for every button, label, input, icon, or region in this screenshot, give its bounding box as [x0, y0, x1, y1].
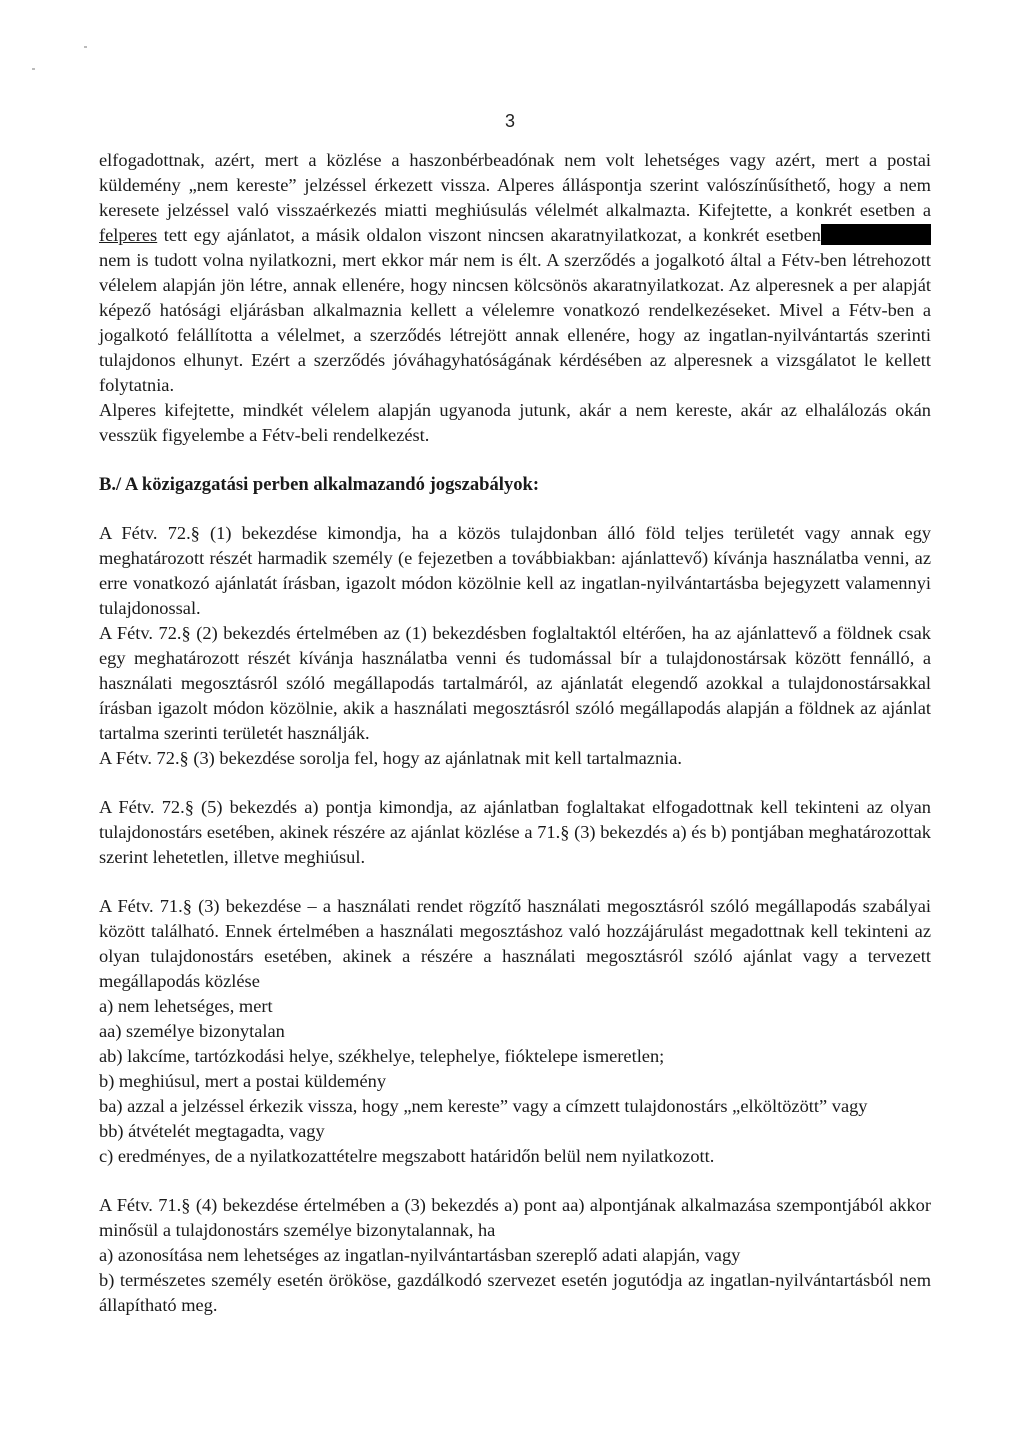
document-body	[99, 148, 931, 1318]
scan-speck	[32, 68, 35, 70]
underlined-word: felperes	[99, 225, 158, 245]
section-heading: B./ A közigazgatási perben alkalmazandó jogszabályok:	[99, 474, 540, 495]
list-item: b) meghiúsul, mert a postai küldemény	[99, 1071, 387, 1091]
paragraph-71-3: A Fétv. 71.§ (3) bekezdése – a használati rendet rögzítő használati megosztásról szóló megállapodás szabályai között található. Ennek értelmében a használati megosztáshoz való hozzájárulást megadottnak kell tekinteni az olyan tulajdonostárs esetében, akinek a részére a használati megosztásról szóló ajánlat vagy a tervezett megállapodás közlése	[99, 896, 931, 991]
paragraph-72-2: A Fétv. 72.§ (2) bekezdés értelmében az (1) bekezdésben foglaltaktól eltérően, ha az ajánlattevő a földnek csak egy meghatározott részét kívánja használatba venni és tudomással bír a tulajdonostársak között fennálló, a használati megosztásról szóló megállapodás tartalmáról, az ajánlatát elegendő azokkal a tulajdonostársakkal írásban igazolt módon közölnie, akik a használati megosztásról szóló megállapodás alapján a földnek az ajánlat tartalma szerinti területét használják.	[99, 623, 931, 743]
paragraph-72-5: A Fétv. 72.§ (5) bekezdés a) pontja kimondja, az ajánlatban foglaltakat elfogadottnak kell tekinteni az olyan tulajdonostárs esetében, akinek részére az ajánlat közlése a 71.§ (3) bekezdés a) és b) pontjában meghatározottak szerint lehetetlen, illetve meghiúsul.	[99, 797, 931, 867]
redaction-block	[821, 224, 931, 245]
list-item: bb) átvételét megtagadta, vagy	[99, 1121, 325, 1141]
paragraph-71-4: A Fétv. 71.§ (4) bekezdése értelmében a (3) bekezdés a) pont aa) alpontjának alkalmazása szempontjából akkor minősül a tulajdonostárs személye bizonytalannak, ha	[99, 1195, 931, 1240]
list-item: a) nem lehetséges, mert	[99, 996, 273, 1016]
paragraph-72-3: A Fétv. 72.§ (3) bekezdése sorolja fel, hogy az ajánlatnak mit kell tartalmaznia.	[99, 748, 683, 768]
list-item: c) eredményes, de a nyilatkozattételre megszabott határidőn belül nem nyilatkozott.	[99, 1146, 715, 1166]
scan-speck	[84, 46, 87, 48]
list-item: b) természetes személy esetén örököse, gazdálkodó szervezet esetén jogutódja az ingatlan-nyilvántartásból nem állapítható meg.	[99, 1270, 931, 1315]
paragraph-72-1: A Fétv. 72.§ (1) bekezdése kimondja, ha a közös tulajdonban álló föld teljes területét vagy annak egy meghatározott részét harmadik személy (e fejezetben a továbbiakban: ajánlattevő) kívánja használatba venni, az erre vonatkozó ajánlatát írásban, igazolt módon közölnie kell az ingatlan-nyilvántartásba bejegyzett valamennyi tulajdonossal.	[99, 523, 931, 618]
list-item: aa) személye bizonytalan	[99, 1021, 285, 1041]
page-number: 3	[505, 111, 516, 131]
paragraph-alperes-allaspont: elfogadottnak, azért, mert a közlése a haszonbérbeadónak nem volt lehetséges vagy azért, mert a postai küldemény „nem kereste” jelzéssel érkezett vissza. Alperes álláspontja szerint valószínűsíthető, hogy a nem keresete jelzéssel való visszaérkezés miatti meghiúsulás vélelmét alkalmazta. Kifejtette, a konkrét esetben a felperes tett egy ajánlatot, a másik oldalon viszont nincsen akaratnyilatkozat, a konkrét esetbennem is tudott volna nyilatkozni, mert ekkor már nem is élt. A szerződés a jogalkotó által a Fétv-ben létrehozott vélelem alapján jön létre, annak ellenére, hogy nincsen kölcsönös akaratnyilatkozat. Az alperesnek a per alapját képező hatósági eljárásban alkalmaznia kellett a vélelemre vonatkozó rendelkezéseket. Mivel a Fétv-ben a jogalkotó felállította a vélelmet, a szerződés létrejött annak ellenére, hogy az ingatlan-nyilvántartás szerinti tulajdonos elhunyt. Ezért a szerződés jóváhagyhatóságának kérdésében az alperesnek a vizsgálatot le kellett folytatnia.	[99, 150, 931, 395]
list-item: ab) lakcíme, tartózkodási helye, székhelye, telephelye, fióktelepe ismeretlen;	[99, 1046, 665, 1066]
list-item: a) azonosítása nem lehetséges az ingatlan-nyilvántartásban szereplő adati alapján, vagy	[99, 1245, 741, 1265]
list-item: ba) azzal a jelzéssel érkezik vissza, hogy „nem kereste” vagy a címzett tulajdonostárs „elköltözött” vagy	[99, 1096, 868, 1116]
paragraph-alperes-kifejtette: Alperes kifejtette, mindkét vélelem alapján ugyanoda jutunk, akár a nem kereste, akár az elhalálozás okán vesszük figyelembe a Fétv-beli rendelkezést.	[99, 400, 931, 445]
